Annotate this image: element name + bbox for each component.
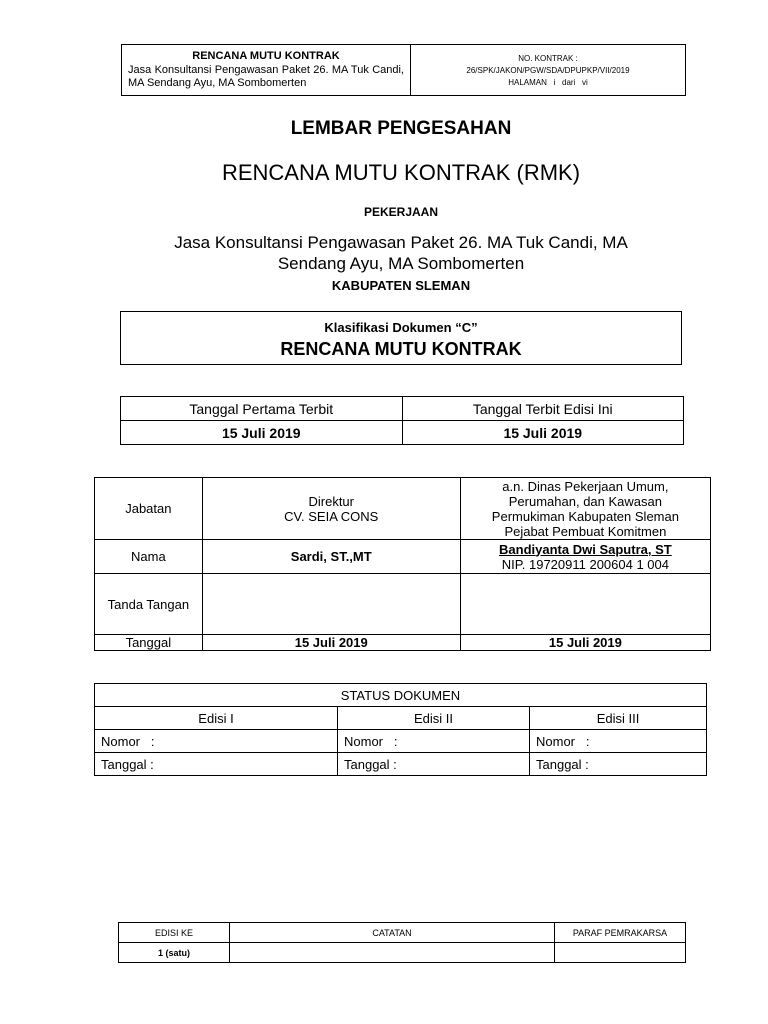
lembar-title: LEMBAR PENGESAHAN [290, 118, 512, 139]
halaman-text: HALAMAN i dari vi [508, 78, 588, 87]
rmk-title: RENCANA MUTU KONTRAK (RMK) [221, 160, 581, 185]
tanda-tangan-left [202, 574, 460, 635]
edisi-2-header: Edisi II [338, 707, 530, 730]
nama-row [95, 540, 711, 574]
first-issue-date: 15 Juli 2019 [121, 421, 403, 445]
jabatan-right [460, 478, 710, 540]
tanggal-2: Tanggal : [338, 753, 530, 776]
pekerjaan-line-2: Sendang Ayu, MA Sombomerten [277, 254, 525, 273]
catatan-header: CATATAN [230, 923, 555, 943]
pekerjaan-line-1: Jasa Konsultansi Pengawasan Paket 26. MA Tuk Candi, MA [174, 233, 628, 252]
edisi-1-header: Edisi I [95, 707, 338, 730]
jabatan-right-line-3: Permukiman Kabupaten Sleman [491, 508, 679, 524]
edition-issue-label: Tanggal Terbit Edisi Ini [402, 397, 684, 421]
paraf-header: PARAF PEMRAKARSA [555, 923, 686, 943]
jabatan-left-line-2: CV. SEIA CONS [284, 508, 379, 524]
jabatan-right-line-1: a.n. Dinas Pekerjaan Umum, [502, 478, 669, 494]
nomor-2: Nomor : [338, 730, 530, 753]
klasifikasi-label: Klasifikasi Dokumen “C” [324, 320, 478, 335]
edisi-table [118, 922, 686, 963]
catatan-value [230, 943, 555, 963]
jabatan-right-line-4: Pejabat Pembuat Komitmen [504, 523, 667, 539]
dates-table [120, 396, 684, 445]
nama-right [460, 540, 710, 574]
tanggal-right: 15 Juli 2019 [460, 635, 710, 651]
first-issue-label: Tanggal Pertama Terbit [121, 397, 403, 421]
jabatan-left-line-1: Direktur [308, 493, 354, 509]
status-title: STATUS DOKUMEN [95, 684, 707, 707]
tanda-tangan-right [460, 574, 710, 635]
document-header [121, 44, 686, 96]
nomor-3: Nomor : [530, 730, 707, 753]
edisi-ke-header: EDISI KE [119, 923, 230, 943]
pekerjaan-label: PEKERJAAN [363, 205, 438, 219]
nama-left: Sardi, ST.,MT [202, 540, 460, 574]
tanggal-left: 15 Juli 2019 [202, 635, 460, 651]
jabatan-row [95, 478, 711, 540]
status-table [94, 683, 707, 776]
edisi-3-header: Edisi III [530, 707, 707, 730]
header-left-cell [122, 45, 411, 96]
klasifikasi-title: RENCANA MUTU KONTRAK [280, 339, 522, 359]
tanggal-3: Tanggal : [530, 753, 707, 776]
header-title: RENCANA MUTU KONTRAK [192, 50, 340, 62]
kabupaten-label: KABUPATEN SLEMAN [331, 278, 471, 293]
edisi-ke-value: 1 (satu) [119, 943, 230, 963]
paraf-value [555, 943, 686, 963]
tanggal-row [95, 635, 711, 651]
no-kontrak-label: NO. KONTRAK : [518, 54, 578, 63]
tanda-tangan-label: Tanda Tangan [95, 574, 203, 635]
klasifikasi-box [120, 311, 682, 365]
tanggal-label: Tanggal [95, 635, 203, 651]
header-description: Jasa Konsultansi Pengawasan Paket 26. MA Tuk Candi, MA Sendang Ayu, MA Sombomerten [128, 64, 404, 89]
nama-right-name: Bandiyanta Dwi Saputra, ST [499, 541, 672, 557]
tanda-tangan-row [95, 574, 711, 635]
jabatan-right-line-2: Perumahan, dan Kawasan [508, 493, 662, 509]
pekerjaan-description [17, 232, 768, 274]
approval-table [94, 477, 711, 651]
edition-issue-date: 15 Juli 2019 [402, 421, 684, 445]
nomor-1: Nomor : [95, 730, 338, 753]
no-kontrak-value: 26/SPK/JAKON/PGW/SDA/DPUPKP/VII/2019 [466, 66, 630, 75]
header-right-cell [411, 45, 686, 96]
nama-label: Nama [95, 540, 203, 574]
jabatan-label: Jabatan [95, 478, 203, 540]
tanggal-1: Tanggal : [95, 753, 338, 776]
nama-right-nip: NIP. 19720911 200604 1 004 [501, 556, 669, 572]
jabatan-left [202, 478, 460, 540]
